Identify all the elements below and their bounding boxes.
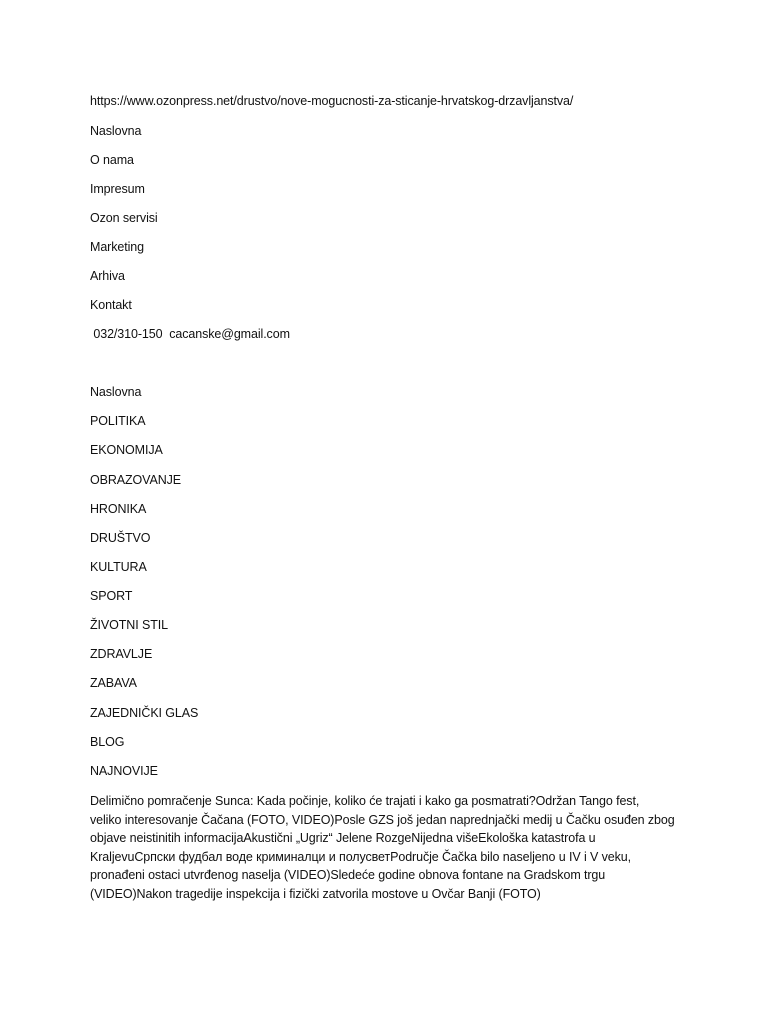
category-politika[interactable]: POLITIKA <box>90 414 146 428</box>
menu-item-marketing[interactable]: Marketing <box>90 240 144 254</box>
headline-line[interactable]: Delimično pomračenje Sunca: Kada počinje, koliko će trajati i kako ga posmatrati?Održan Tango fest, <box>90 794 640 808</box>
category-drustvo[interactable]: DRUŠTVO <box>90 531 151 545</box>
category-kultura[interactable]: KULTURA <box>90 560 147 574</box>
category-blog[interactable]: BLOG <box>90 735 125 749</box>
menu-item-o-nama[interactable]: O nama <box>90 153 134 167</box>
menu-item-naslovna[interactable]: Naslovna <box>90 124 142 138</box>
category-obrazovanje[interactable]: OBRAZOVANJE <box>90 473 182 487</box>
headline-line[interactable]: pronađeni ostaci utvrđenog naselja (VIDEO)Sledeće godine obnova fontane na Gradskom trgu <box>90 868 606 882</box>
page-url[interactable]: https://www.ozonpress.net/drustvo/nove-mogucnosti-za-sticanje-hrvatskog-drzavljanstva/ <box>90 94 574 108</box>
category-ekonomija[interactable]: EKONOMIJA <box>90 443 163 457</box>
menu-item-impresum[interactable]: Impresum <box>90 182 145 196</box>
category-zivotni-stil[interactable]: ŽIVOTNI STIL <box>90 618 168 632</box>
menu-item-ozon-servisi[interactable]: Ozon servisi <box>90 211 158 225</box>
category-hronika[interactable]: HRONIKA <box>90 502 147 516</box>
category-najnovije[interactable]: NAJNOVIJE <box>90 764 158 778</box>
headline-line[interactable]: veliko interesovanje Čačana (FOTO, VIDEO)Posle GZS još jedan naprednjački medij u Čačku osuđen zbog <box>90 812 675 827</box>
menu-item-kontakt[interactable]: Kontakt <box>90 298 132 312</box>
category-sport[interactable]: SPORT <box>90 589 133 603</box>
headlines-paragraph <box>90 792 690 903</box>
category-zajednicki-glas[interactable]: ZAJEDNIČKI GLAS <box>90 706 199 720</box>
menu-item-arhiva[interactable]: Arhiva <box>90 269 125 283</box>
headline-line[interactable]: (VIDEO)Nakon tragedije inspekcija i fizički zatvorila mostove u Ovčar Banji (FOTO) <box>90 886 541 901</box>
category-zabava[interactable]: ZABAVA <box>90 676 137 690</box>
headline-line[interactable]: objave neistinitih informacijaAkustični „Ugriz“ Jelene RozgeNijedna višeEkološka katastrofa u <box>90 831 596 845</box>
category-zdravlje[interactable]: ZDRAVLJE <box>90 647 153 661</box>
contact-info: 032/310-150 cacanske@gmail.com <box>90 327 290 341</box>
category-naslovna[interactable]: Naslovna <box>90 385 142 399</box>
headline-line[interactable]: KraljevuСрпски фудбал воде криминалци и полусветPodručje Čačka bilo naseljeno u IV i V veku, <box>90 849 631 864</box>
